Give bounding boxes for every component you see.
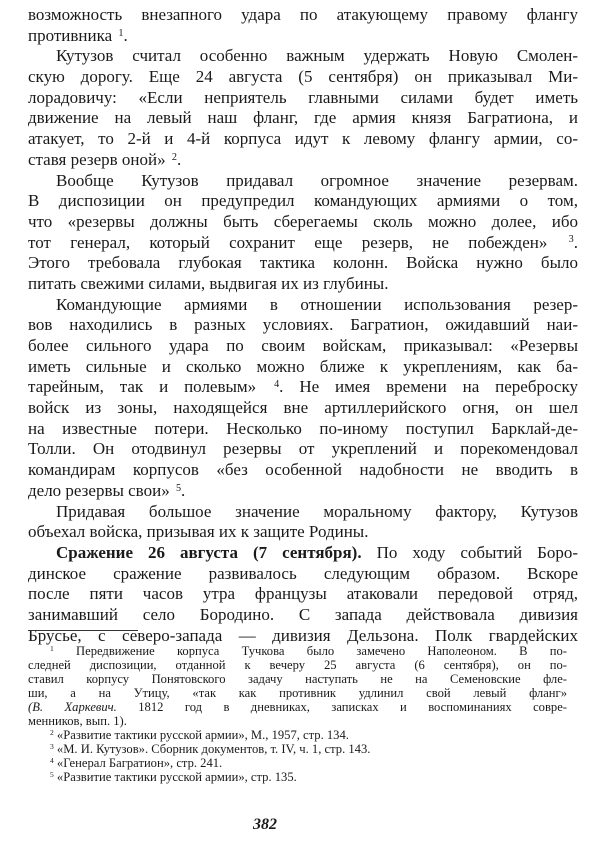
text-line	[28, 742, 567, 756]
text-span: Придавая большое значение моральному фактору, Кутузов	[56, 501, 578, 521]
text-span: следней диспозиции, отданной к вечеру 25 августа (6 сентября), он по-	[28, 658, 567, 672]
text-span: питать свежими силами, выдвигая их из глубины.	[28, 273, 389, 293]
footnote	[28, 756, 567, 770]
footnote-reference: 5	[175, 482, 182, 494]
text-span: «Развитие тактики русской армии», М., 1957, стр. 134.	[53, 728, 349, 742]
text-span: «М. И. Кутузов». Сборник документов, т. IV, ч. 1, стр. 143.	[53, 742, 371, 756]
footnote-reference: 1	[50, 644, 54, 654]
text-span: ставил корпусу Понятовского задачу наступать не на Семеновские фле-	[28, 672, 567, 686]
text-line	[28, 700, 567, 714]
footnote-reference: 4	[274, 379, 280, 391]
text-span: менников, вып. 1).	[28, 714, 127, 728]
text-line	[28, 5, 578, 26]
text-span: дело резервы свои»	[28, 480, 174, 500]
text-line	[28, 398, 578, 419]
paragraph	[28, 502, 578, 543]
text-line	[28, 46, 578, 67]
text-line	[28, 770, 567, 784]
paragraph	[28, 295, 578, 502]
text-line	[28, 233, 578, 254]
text-line	[28, 522, 578, 543]
text-span: .	[176, 149, 182, 169]
text-span: ши, а на Утицу, «так как противник удлинил свой левый фланг»	[28, 686, 567, 700]
footnotes	[28, 644, 567, 784]
text-line	[28, 67, 578, 88]
text-line	[28, 274, 578, 295]
footnote-reference: 3	[568, 234, 574, 246]
text-line	[28, 644, 567, 658]
text-line	[28, 460, 578, 481]
text-span: иметь сильные и сколько можно ближе к укреплениям, как ба-	[28, 356, 578, 376]
text-span: динское сражение развивалось следующим образом. Вскоре	[28, 563, 578, 583]
text-span: .	[123, 25, 128, 45]
text-span: Этого требовала глубокая тактика колонн. Войска нужно было	[28, 253, 578, 273]
text-line	[28, 295, 578, 316]
text-line	[28, 336, 578, 357]
text-line	[28, 88, 578, 109]
footnote	[28, 728, 567, 742]
text-line	[28, 171, 578, 192]
text-span: . Не имея времени на переброску	[279, 377, 578, 397]
text-span: движение на левый наш фланг, где армия князя Багратиона, и	[28, 108, 578, 128]
footnote-reference: 1	[118, 27, 124, 39]
text-line	[28, 253, 578, 274]
footnote-reference: 2	[171, 151, 177, 163]
text-line	[28, 315, 578, 336]
text-span: Толли. Он отодвинул резервы от укреплений и порекомендовал	[28, 439, 578, 459]
text-span: Командующие армиями в отношении использования резер-	[56, 294, 578, 314]
text-span: войск из зоны, находящейся вне артиллерийского огня, он шел	[28, 398, 578, 418]
footnote	[28, 644, 567, 728]
text-span: более сильного удара по своим войскам, приказывал: «Резервы	[28, 336, 578, 355]
text-span: .	[181, 480, 186, 500]
text-line	[28, 564, 578, 585]
text-span: командирам корпусов «без особенной надобности не вводить в	[28, 460, 578, 480]
text-span: .	[573, 232, 578, 252]
text-line	[28, 686, 567, 700]
text-span: ставя резерв оной»	[28, 149, 170, 169]
text-line	[28, 377, 578, 398]
footnote-reference: 4	[50, 756, 54, 766]
footnote-reference: 2	[50, 728, 54, 738]
text-span: Вообще Кутузов придавал огромное значение резервам.	[56, 170, 578, 190]
text-line	[28, 419, 578, 440]
text-line	[28, 129, 578, 150]
text-span: «Генерал Багратион», стр. 241.	[53, 756, 223, 770]
text-span: вов находились в разных условиях. Багратион, ожидавший наи-	[28, 315, 578, 335]
text-span: что «резервы должны быть сберегаемы сколь можно долее, ибо	[28, 211, 578, 231]
text-span: объехал войска, призывая их к защите Родины.	[28, 522, 369, 542]
text-line	[28, 26, 578, 47]
footnote-reference: 3	[50, 742, 54, 752]
text-span: скую дорогу. Еще 24 августа (5 сентября) он приказывал Ми-	[28, 67, 578, 87]
text-line	[28, 439, 578, 460]
text-line	[28, 658, 567, 672]
main-text	[28, 5, 578, 646]
page-number: 382	[253, 816, 277, 833]
text-line	[28, 212, 578, 233]
text-line	[28, 584, 578, 605]
text-span: атакует, то 2-й и 4-й корпуса идут к левому флангу армии, со-	[28, 129, 578, 149]
text-line	[28, 605, 578, 626]
text-line	[28, 357, 578, 378]
text-span: По ходу событий Боро-	[361, 542, 578, 562]
text-span: тот генерал, который сохранит еще резерв, не побежден»	[28, 232, 567, 252]
paragraph	[28, 171, 578, 295]
text-span: занимавший село Бородино. С запада действовала дивизия	[28, 604, 578, 624]
text-span: (В. Харкевич.	[28, 700, 117, 714]
section-heading: Сражение 26 августа (7 сентября).	[56, 542, 362, 562]
text-line	[28, 756, 567, 770]
text-span: В диспозиции он предупредил командующих армиями о том,	[28, 191, 578, 211]
footnote-reference: 5	[50, 770, 54, 780]
text-span: Кутузов считал особенно важным удержать Новую Смолен-	[56, 46, 578, 66]
paragraph	[28, 5, 578, 46]
text-line	[28, 481, 578, 502]
text-line	[28, 108, 578, 129]
text-span: противника	[28, 25, 117, 45]
text-line	[28, 714, 567, 728]
text-span: на известные потери. Несколько по-иному поступил Барклай-де-	[28, 418, 578, 438]
text-line	[28, 543, 578, 564]
text-span: возможность внезапного удара по атакующему правому флангу	[28, 5, 578, 24]
text-line	[28, 672, 567, 686]
footnote	[28, 742, 567, 756]
text-span: «Развитие тактики русской армии», стр. 135.	[53, 770, 297, 784]
footnote-divider	[28, 630, 138, 631]
text-span: Передвижение корпуса Тучкова было замечено Наполеоном. В по-	[53, 644, 567, 658]
text-line	[28, 150, 578, 171]
paragraph	[28, 46, 578, 170]
text-line	[28, 728, 567, 742]
text-span: Брусье, с северо-запада — дивизия Дельзона. Полк гвардейских	[28, 625, 578, 645]
text-span: тарейным, так и полевым»	[28, 377, 273, 397]
text-line	[28, 502, 578, 523]
text-span: 1812 год в дневниках, записках и воспоминаниях совре-	[116, 700, 567, 714]
text-span: после пяти часов утра французы атаковали передовой отряд,	[28, 584, 578, 604]
text-line	[28, 191, 578, 212]
footnote	[28, 770, 567, 784]
text-span: лорадовичу: «Если неприятель главными силами будет иметь	[28, 87, 578, 107]
